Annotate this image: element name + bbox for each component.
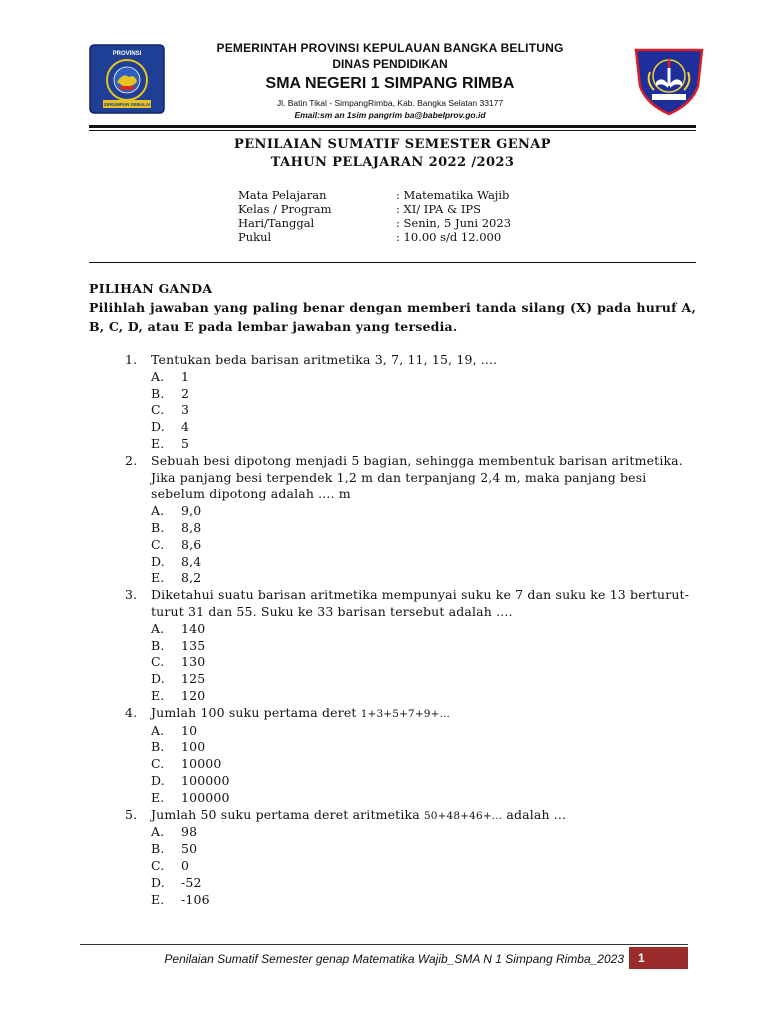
question-5 bbox=[125, 807, 700, 825]
option bbox=[151, 386, 700, 403]
option-letter: E. bbox=[151, 891, 165, 907]
question-number: 1. bbox=[125, 352, 138, 367]
option-letter: E. bbox=[151, 789, 165, 805]
option-letter: C. bbox=[151, 756, 165, 772]
option-text: 2 bbox=[181, 385, 190, 401]
option bbox=[151, 723, 700, 740]
option-letter: C. bbox=[151, 402, 165, 418]
question-text-before: Jumlah 50 suku pertama deret aritmetika bbox=[151, 806, 424, 822]
option-text: 130 bbox=[181, 654, 206, 670]
option bbox=[151, 402, 700, 419]
option-text: 120 bbox=[181, 687, 206, 703]
letterhead-divider bbox=[89, 125, 696, 128]
option-text: 125 bbox=[181, 671, 206, 687]
option-text: 4 bbox=[181, 419, 190, 435]
option bbox=[151, 537, 700, 554]
option-text: -52 bbox=[181, 874, 202, 890]
option-letter: B. bbox=[151, 385, 165, 401]
option bbox=[151, 739, 700, 756]
question-number: 3. bbox=[125, 587, 138, 603]
option-letter: E. bbox=[151, 687, 165, 703]
meta-key: Mata Pelajaran bbox=[238, 188, 327, 202]
option bbox=[151, 892, 700, 909]
option-text: 50 bbox=[181, 841, 198, 857]
option bbox=[151, 520, 700, 537]
option-letter: C. bbox=[151, 536, 165, 552]
exam-title-line1: PENILAIAN SUMATIF SEMESTER GENAP bbox=[234, 137, 551, 152]
option-letter: D. bbox=[151, 772, 165, 788]
option bbox=[151, 858, 700, 875]
option-text: 10 bbox=[181, 722, 198, 738]
option-letter: A. bbox=[151, 368, 165, 384]
option-text: -106 bbox=[181, 891, 210, 907]
option bbox=[151, 419, 700, 436]
question-text-before: Jumlah 100 suku pertama deret bbox=[151, 704, 361, 720]
question-text: Diketahui suatu barisan aritmetika mempunyai suku ke 7 dan suku ke 13 berturut-turut 31 dan 55. Suku ke 33 barisan tersebut adalah .... bbox=[151, 587, 690, 619]
question-1 bbox=[125, 352, 700, 369]
option-text: 100000 bbox=[181, 772, 230, 788]
option-text: 8,6 bbox=[181, 536, 202, 552]
meta-key: Pukul bbox=[238, 230, 272, 244]
option bbox=[151, 773, 700, 790]
option-text: 5 bbox=[181, 435, 190, 451]
question-text: Sebuah besi dipotong menjadi 5 bagian, sehingga membentuk barisan aritmetika. Jika panjang besi terpendek 1,2 m dan terpanjang 2,4 m, maka panjang besi sebelum dipotong adalah .... m bbox=[151, 452, 683, 502]
question-number: 5. bbox=[125, 806, 138, 822]
option bbox=[151, 570, 700, 587]
question-4 bbox=[125, 705, 700, 723]
department-name: DINAS PENDIDIKAN bbox=[332, 57, 448, 71]
option-letter: C. bbox=[151, 654, 165, 670]
option-letter: D. bbox=[151, 419, 165, 435]
option-letter: C. bbox=[151, 857, 165, 873]
provincial-emblem-icon bbox=[89, 44, 165, 114]
meta-value: : Matematika Wajib bbox=[396, 188, 510, 202]
left-logo-banner: SERUMPUN SEBALAI bbox=[103, 102, 151, 107]
option bbox=[151, 554, 700, 571]
option-text: 135 bbox=[181, 637, 206, 653]
option bbox=[151, 824, 700, 841]
meta-row-date bbox=[238, 216, 511, 230]
option-letter: D. bbox=[151, 874, 165, 890]
exam-title-line2: TAHUN PELAJARAN 2022 /2023 bbox=[270, 155, 515, 170]
option-text: 100000 bbox=[181, 789, 230, 805]
footer-text: Penilaian Sumatif Semester genap Matematika Wajib_SMA N 1 Simpang Rimba_2023 bbox=[164, 952, 624, 966]
option bbox=[151, 790, 700, 807]
option-text: 10000 bbox=[181, 756, 222, 772]
meta-row-class bbox=[238, 202, 511, 216]
option-text: 98 bbox=[181, 824, 198, 840]
meta-row-time bbox=[238, 230, 511, 244]
option-letter: B. bbox=[151, 739, 165, 755]
option-text: 100 bbox=[181, 739, 206, 755]
option-text: 9,0 bbox=[181, 503, 202, 519]
math-expression: 1+3+5+7+9+... bbox=[360, 707, 451, 720]
option-text: 3 bbox=[181, 402, 190, 418]
question-number: 2. bbox=[125, 452, 138, 468]
option-letter: B. bbox=[151, 841, 165, 857]
option bbox=[151, 638, 700, 655]
option bbox=[151, 654, 700, 671]
math-expression: 50+48+46+... bbox=[423, 809, 503, 822]
option-letter: B. bbox=[151, 519, 165, 535]
meta-key: Kelas / Program bbox=[238, 202, 332, 216]
option-letter: A. bbox=[151, 824, 165, 840]
meta-value: : XI/ IPA & IPS bbox=[396, 202, 482, 216]
option-letter: A. bbox=[151, 503, 165, 519]
option-text: 8,2 bbox=[181, 570, 202, 586]
option bbox=[151, 503, 700, 520]
option-letter: B. bbox=[151, 637, 165, 653]
question-3 bbox=[125, 587, 700, 621]
meta-divider bbox=[89, 262, 696, 263]
meta-value: : 10.00 s/d 12.000 bbox=[396, 230, 502, 244]
option bbox=[151, 841, 700, 858]
left-logo-top-text: PROVINSI bbox=[112, 51, 142, 57]
exam-title bbox=[89, 136, 696, 172]
school-name: SMA NEGERI 1 SIMPANG RIMBA bbox=[265, 75, 515, 92]
question-list bbox=[125, 352, 700, 908]
option bbox=[151, 875, 700, 892]
question-text: Tentukan beda barisan aritmetika 3, 7, 11, 15, 19, .... bbox=[151, 352, 498, 367]
option-letter: D. bbox=[151, 553, 165, 569]
option bbox=[151, 621, 700, 638]
option-text: 8,4 bbox=[181, 553, 202, 569]
letterhead bbox=[170, 40, 610, 121]
option-text: 140 bbox=[181, 620, 206, 636]
meta-value: : Senin, 5 Juni 2023 bbox=[396, 216, 512, 230]
option bbox=[151, 756, 700, 773]
option bbox=[151, 369, 700, 386]
option bbox=[151, 688, 700, 705]
meta-key: Hari/Tanggal bbox=[238, 216, 315, 230]
question-text bbox=[151, 705, 700, 723]
meta-row-subject bbox=[238, 188, 511, 202]
question-2 bbox=[125, 453, 700, 503]
option-letter: A. bbox=[151, 722, 165, 738]
section-instructions: Pilihlah jawaban yang paling benar dengan memberi tanda silang (X) pada huruf A, B, C, D, atau E pada lembar jawaban yang tersedia. bbox=[89, 300, 696, 334]
exam-meta bbox=[238, 188, 511, 244]
option-text: 0 bbox=[181, 857, 190, 873]
section-title: PILIHAN GANDA bbox=[89, 281, 213, 296]
option-text: 8,8 bbox=[181, 519, 202, 535]
option bbox=[151, 671, 700, 688]
option-text: 1 bbox=[181, 368, 190, 384]
page-number-badge: 1 bbox=[629, 947, 688, 969]
school-address: Jl. Batin Tikal - SimpangRimba, Kab. Bangka Selatan 33177 bbox=[276, 98, 504, 108]
question-number: 4. bbox=[125, 704, 138, 720]
government-name: PEMERINTAH PROVINSI KEPULAUAN BANGKA BELITUNG bbox=[216, 41, 564, 55]
school-email: Email:sm an 1sim pangrim ba@babelprov.go.id bbox=[294, 110, 486, 120]
option-letter: E. bbox=[151, 435, 165, 451]
option bbox=[151, 436, 700, 453]
school-emblem-icon bbox=[632, 42, 706, 116]
option-letter: A. bbox=[151, 620, 165, 636]
footer-divider bbox=[80, 944, 688, 945]
question-text-after: adalah ... bbox=[502, 806, 567, 822]
option-letter: D. bbox=[151, 671, 165, 687]
question-text bbox=[151, 807, 700, 825]
letterhead-divider-thin bbox=[89, 130, 696, 131]
option-letter: E. bbox=[151, 570, 165, 586]
